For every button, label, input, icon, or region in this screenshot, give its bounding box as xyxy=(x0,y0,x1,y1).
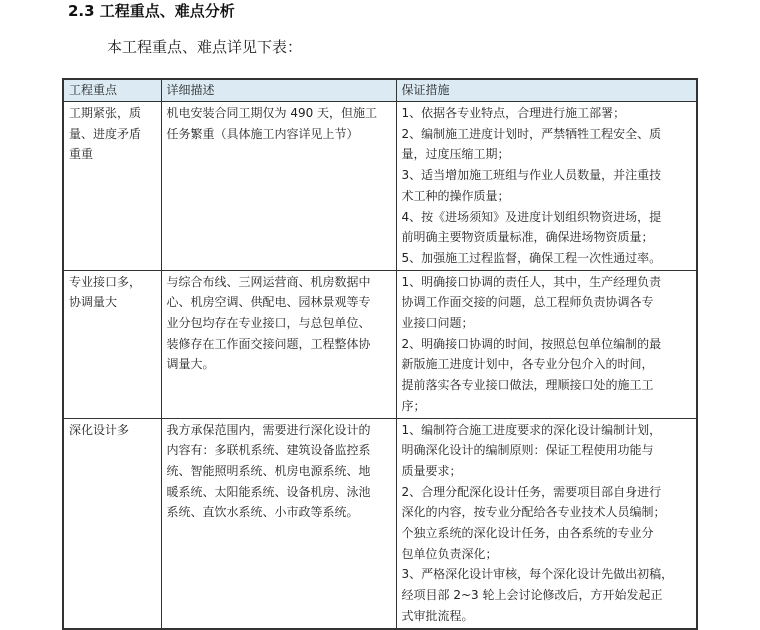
cell-line: 深化设计多 xyxy=(69,422,130,437)
table-row xyxy=(63,418,697,629)
cell-line: 装修存在工作面交接问题，工程整体协 xyxy=(166,336,371,351)
cell-line: 重重 xyxy=(69,147,94,162)
measures-cell xyxy=(396,102,697,271)
cell-line: 1、依据各专业特点，合理进行施工部署； xyxy=(401,106,626,120)
cell-line: 经项目部 2~3 轮上会讨论修改后，方开始发起正 xyxy=(401,588,663,603)
cell-line: 序； xyxy=(401,398,426,413)
table-row xyxy=(63,270,697,418)
table-row xyxy=(63,102,697,271)
cell-line: 明确深化设计的编制原则：保证工程使用功能与 xyxy=(401,443,654,458)
cell-line: 工期紧张，质 xyxy=(69,106,142,120)
cell-line: 我方承保范围内，需要进行深化设计的 xyxy=(166,422,371,437)
cell-line: 深化的内容，按专业分配给各专业技术人员编制； xyxy=(401,505,666,520)
cell-line: 系统、直饮水系统、小市政等系统。 xyxy=(166,505,359,520)
cell-line: 1、明确接口协调的责任人，其中，生产经理负责 xyxy=(401,274,662,289)
table-header-row xyxy=(63,79,697,102)
cell-line: 与综合布线、三网运营商、机房数据中 xyxy=(166,274,371,289)
cell-line: 量、进度矛盾 xyxy=(69,126,142,141)
key-point-cell xyxy=(63,418,161,629)
key-point-cell xyxy=(63,102,161,271)
header-description: 详细描述 xyxy=(161,79,396,102)
measures-cell xyxy=(396,418,697,629)
intro-text: 本工程重点、难点详见下表： xyxy=(107,38,303,56)
section-heading: 2.3 工程重点、难点分析 xyxy=(68,2,235,20)
cell-line: 内容有：多联机系统、建筑设备监控系 xyxy=(166,443,371,458)
cell-line: 3、适当增加施工班组与作业人员数量，并注重技 xyxy=(401,168,662,183)
cell-line: 个独立系统的深化设计任务，由各系统的专业分 xyxy=(401,526,654,541)
cell-line: 2、合理分配深化设计任务，需要项目部自身进行 xyxy=(401,484,662,499)
key-point-cell xyxy=(63,270,161,418)
cell-line: 量，过度压缩工期； xyxy=(401,147,510,162)
cell-line: 2、明确接口协调的时间，按照总包单位编制的最 xyxy=(401,336,662,351)
key-difficulties-table xyxy=(62,78,698,630)
cell-line: 包单位负责深化； xyxy=(401,546,498,561)
cell-line: 前明确主要物资质量标准，确保进场物资质量； xyxy=(401,230,654,245)
cell-line: 质量要求； xyxy=(401,463,462,478)
cell-line: 2、编制施工进度计划时，严禁牺牲工程安全、质 xyxy=(401,126,662,141)
description-cell xyxy=(161,102,396,271)
cell-line: 机电安装合同工期仅为 490 天，但施工 xyxy=(166,106,378,120)
measures-cell xyxy=(396,270,697,418)
cell-line: 新版施工进度计划中，各专业分包介入的时间， xyxy=(401,357,654,372)
cell-line: 专业接口多， xyxy=(69,274,142,289)
cell-line: 统、智能照明系统、机房电源系统、地 xyxy=(166,463,371,478)
cell-line: 调量大。 xyxy=(166,357,215,372)
cell-line: 5、加强施工过程监督，确保工程一次性通过率。 xyxy=(401,250,662,265)
cell-line: 4、按《进场须知》及进度计划组织物资进场，提 xyxy=(401,209,662,224)
cell-line: 协调工作面交接的问题，总工程师负责协调各专 xyxy=(401,295,654,310)
cell-line: 业接口问题； xyxy=(401,316,474,331)
cell-line: 暖系统、太阳能系统、设备机房、泳池 xyxy=(166,484,371,499)
cell-line: 提前落实各专业接口做法，理顺接口处的施工工 xyxy=(401,378,654,393)
cell-line: 业分包均存在专业接口，与总包单位、 xyxy=(166,316,371,331)
cell-line: 任务繁重（具体施工内容详见上节） xyxy=(166,126,359,141)
header-measures: 保证措施 xyxy=(396,79,697,102)
description-cell xyxy=(161,270,396,418)
cell-line: 1、编制符合施工进度要求的深化设计编制计划， xyxy=(401,422,662,437)
cell-line: 术工种的操作质量； xyxy=(401,188,510,203)
cell-line: 3、严格深化设计审核，每个深化设计先做出初稿， xyxy=(401,567,674,582)
description-cell xyxy=(161,418,396,629)
cell-line: 心、机房空调、供配电、园林景观等专 xyxy=(166,295,371,310)
cell-line: 协调量大 xyxy=(69,295,118,310)
cell-line: 式审批流程。 xyxy=(401,608,474,623)
header-key-point: 工程重点 xyxy=(63,79,161,102)
